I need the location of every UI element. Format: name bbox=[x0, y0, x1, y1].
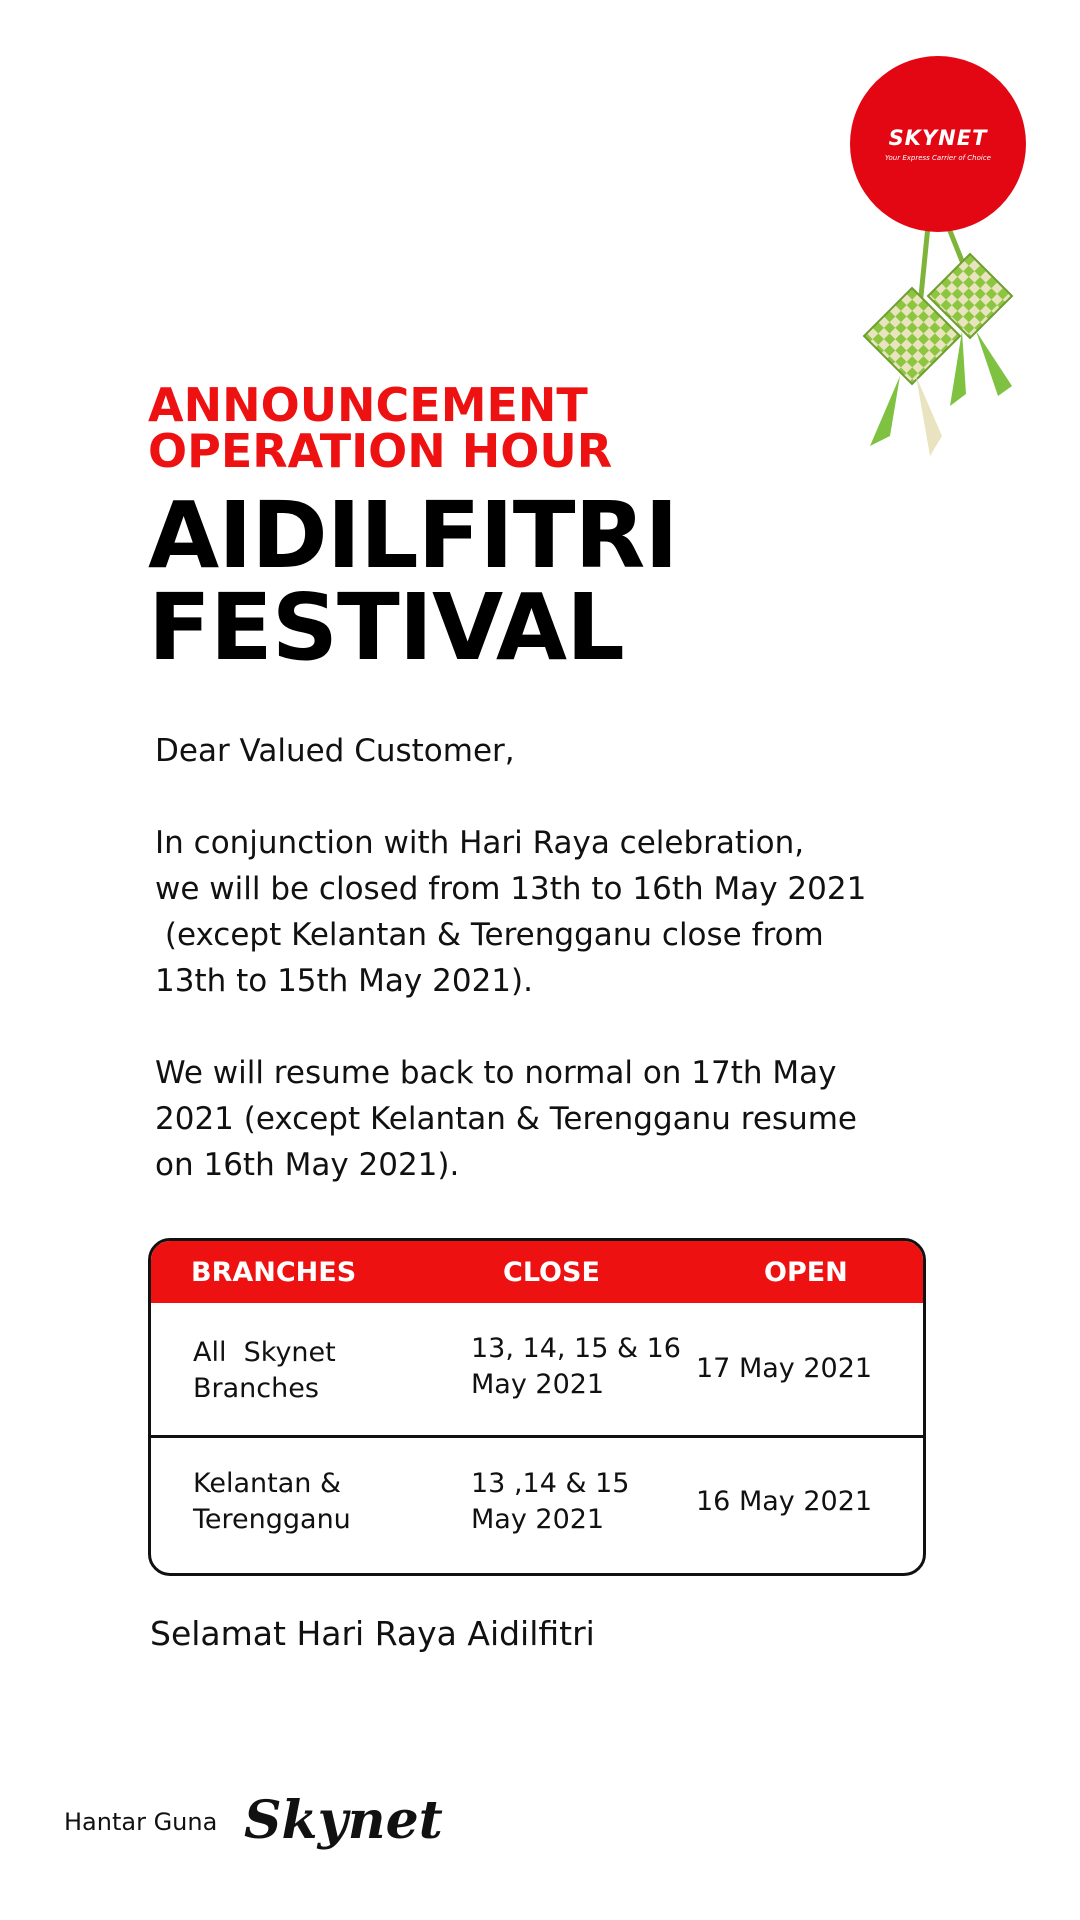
operation-hour-line: OPERATION HOUR bbox=[148, 424, 613, 478]
brand-logo-group bbox=[850, 56, 1030, 446]
header-branches: BRANCHES bbox=[191, 1257, 357, 1288]
announcement-body bbox=[155, 728, 935, 1188]
header-open: OPEN bbox=[764, 1257, 848, 1288]
branch-line: Branches bbox=[193, 1373, 319, 1404]
paragraph-line: 2021 (except Kelantan & Terengganu resume bbox=[155, 1101, 857, 1137]
paragraph-line: (except Kelantan & Terengganu close from bbox=[155, 917, 824, 953]
greeting: Dear Valued Customer, bbox=[155, 733, 515, 769]
close-line: 13, 14, 15 & 16 bbox=[471, 1333, 681, 1364]
header-close: CLOSE bbox=[503, 1257, 600, 1288]
footer-text: Hantar Guna bbox=[64, 1808, 218, 1836]
announcement-heading bbox=[148, 378, 613, 478]
table-row bbox=[151, 1438, 923, 1576]
title-line-1: AIDILFITRI bbox=[148, 482, 678, 589]
logo-brand-text: SKYNET bbox=[888, 126, 988, 150]
open-cell: 17 May 2021 bbox=[696, 1353, 873, 1384]
paragraph-line: In conjunction with Hari Raya celebration, bbox=[155, 825, 805, 861]
paragraph-line: 13th to 15th May 2021). bbox=[155, 963, 533, 999]
table-header bbox=[151, 1241, 923, 1303]
footer-script-logo: Skynet bbox=[244, 1790, 443, 1851]
branch-line: Terengganu bbox=[193, 1504, 351, 1535]
close-cell bbox=[471, 1466, 629, 1538]
branch-line: All Skynet bbox=[193, 1337, 336, 1368]
paragraph-line: on 16th May 2021). bbox=[155, 1147, 460, 1183]
branch-cell bbox=[193, 1466, 351, 1538]
logo-tagline: Your Express Carrier of Choice bbox=[884, 154, 991, 162]
ketupat-icon bbox=[850, 226, 1050, 516]
closing-greeting: Selamat Hari Raya Aidilfitri bbox=[150, 1614, 595, 1653]
paragraph-line: We will resume back to normal on 17th May bbox=[155, 1055, 837, 1091]
branch-line: Kelantan & bbox=[193, 1468, 342, 1499]
close-line: 13 ,14 & 15 bbox=[471, 1468, 630, 1499]
announcement-line: ANNOUNCEMENT bbox=[148, 378, 588, 432]
open-cell: 16 May 2021 bbox=[696, 1486, 873, 1517]
skynet-logo bbox=[850, 56, 1026, 232]
title-line-2: FESTIVAL bbox=[148, 574, 624, 681]
close-cell bbox=[471, 1331, 681, 1403]
close-line: May 2021 bbox=[471, 1369, 605, 1400]
paragraph-line: we will be closed from 13th to 16th May 2021 bbox=[155, 871, 867, 907]
festival-title bbox=[148, 482, 678, 681]
branch-cell bbox=[193, 1335, 336, 1407]
close-line: May 2021 bbox=[471, 1504, 605, 1535]
table-row bbox=[151, 1303, 923, 1438]
schedule-table bbox=[148, 1238, 926, 1576]
